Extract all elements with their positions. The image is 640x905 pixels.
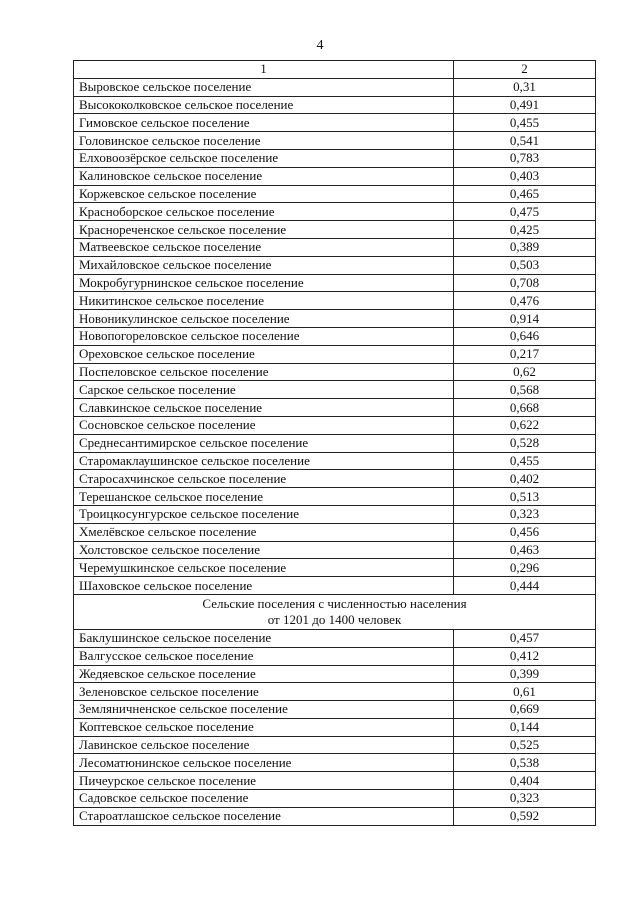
coefficient-value-cell: 0,444 (454, 577, 596, 595)
table-row (74, 488, 596, 506)
coefficient-value-cell: 0,404 (454, 772, 596, 790)
coefficient-value-cell: 0,541 (454, 132, 596, 150)
table-row (74, 363, 596, 381)
settlement-name-cell: Высококолковское сельское поселение (74, 96, 454, 114)
coefficient-value-cell: 0,323 (454, 790, 596, 808)
coefficient-value-cell: 0,425 (454, 221, 596, 239)
coefficient-value-cell: 0,296 (454, 559, 596, 577)
settlement-name-cell: Троицкосунгурское сельское поселение (74, 505, 454, 523)
settlement-name-cell: Калиновское сельское поселение (74, 167, 454, 185)
table-row (74, 505, 596, 523)
coefficient-value-cell: 0,144 (454, 718, 596, 736)
settlement-name-cell: Сарское сельское поселение (74, 381, 454, 399)
coefficient-value-cell: 0,669 (454, 701, 596, 719)
settlement-name-cell: Холстовское сельское поселение (74, 541, 454, 559)
settlement-name-cell: Баклушинское сельское поселение (74, 629, 454, 647)
coefficient-value-cell: 0,783 (454, 149, 596, 167)
column-header-2: 2 (454, 61, 596, 79)
section-heading-line-1: Сельские поселения с численностью населения (202, 595, 467, 611)
coefficient-value-cell: 0,668 (454, 399, 596, 417)
coefficient-value-cell: 0,646 (454, 327, 596, 345)
table-row (74, 754, 596, 772)
table-row (74, 221, 596, 239)
settlement-name-cell: Никитинское сельское поселение (74, 292, 454, 310)
table-row (74, 541, 596, 559)
settlement-name-cell: Пичеурское сельское поселение (74, 772, 454, 790)
settlement-name-cell: Красноборское сельское поселение (74, 203, 454, 221)
table-row (74, 736, 596, 754)
table-row (74, 381, 596, 399)
table-row (74, 683, 596, 701)
settlement-name-cell: Славкинское сельское поселение (74, 399, 454, 417)
table-row (74, 327, 596, 345)
coefficient-value-cell: 0,31 (454, 78, 596, 96)
coefficient-value-cell: 0,403 (454, 167, 596, 185)
table-row (74, 665, 596, 683)
settlement-name-cell: Лесоматюнинское сельское поселение (74, 754, 454, 772)
table-row (74, 523, 596, 541)
section-heading-row (74, 594, 596, 629)
coefficient-value-cell: 0,61 (454, 683, 596, 701)
table-row (74, 203, 596, 221)
table-row (74, 701, 596, 719)
coefficient-value-cell: 0,528 (454, 434, 596, 452)
settlement-name-cell: Коптевское сельское поселение (74, 718, 454, 736)
table-row (74, 718, 596, 736)
table-row (74, 292, 596, 310)
settlement-name-cell: Елховоозёрское сельское поселение (74, 149, 454, 167)
coefficient-value-cell: 0,399 (454, 665, 596, 683)
coefficient-value-cell: 0,456 (454, 523, 596, 541)
table-row (74, 790, 596, 808)
coefficient-value-cell: 0,622 (454, 416, 596, 434)
settlement-name-cell: Терешанское сельское поселение (74, 488, 454, 506)
coefficient-value-cell: 0,455 (454, 114, 596, 132)
coefficient-value-cell: 0,914 (454, 310, 596, 328)
table-row (74, 577, 596, 595)
table-row (74, 78, 596, 96)
table-row (74, 452, 596, 470)
table-row (74, 434, 596, 452)
coefficient-value-cell: 0,62 (454, 363, 596, 381)
coefficient-value-cell: 0,402 (454, 470, 596, 488)
table-row (74, 185, 596, 203)
settlement-name-cell: Новоникулинское сельское поселение (74, 310, 454, 328)
settlement-name-cell: Земляничненское сельское поселение (74, 701, 454, 719)
coefficient-value-cell: 0,592 (454, 807, 596, 825)
table-row (74, 647, 596, 665)
table-row (74, 167, 596, 185)
coefficient-value-cell: 0,463 (454, 541, 596, 559)
table-row (74, 416, 596, 434)
settlement-name-cell: Лавинское сельское поселение (74, 736, 454, 754)
coefficient-value-cell: 0,503 (454, 256, 596, 274)
coefficient-value-cell: 0,465 (454, 185, 596, 203)
settlement-name-cell: Среднесантимирское сельское поселение (74, 434, 454, 452)
coefficient-value-cell: 0,217 (454, 345, 596, 363)
settlement-name-cell: Валгусское сельское поселение (74, 647, 454, 665)
settlement-name-cell: Мокробугурнинское сельское поселение (74, 274, 454, 292)
settlement-name-cell: Старосахчинское сельское поселение (74, 470, 454, 488)
table-header-row (74, 61, 596, 79)
table-row (74, 399, 596, 417)
settlement-name-cell: Ореховское сельское поселение (74, 345, 454, 363)
coefficient-value-cell: 0,491 (454, 96, 596, 114)
coefficient-value-cell: 0,323 (454, 505, 596, 523)
table-row (74, 132, 596, 150)
table-row (74, 470, 596, 488)
coefficient-value-cell: 0,389 (454, 238, 596, 256)
column-header-1: 1 (74, 61, 454, 79)
table-row (74, 559, 596, 577)
table-row (74, 772, 596, 790)
settlement-name-cell: Коржевское сельское поселение (74, 185, 454, 203)
coefficient-value-cell: 0,475 (454, 203, 596, 221)
table-row (74, 807, 596, 825)
section-heading-line-2: от 1201 до 1400 человек (267, 611, 402, 627)
coefficient-value-cell: 0,538 (454, 754, 596, 772)
coefficient-value-cell: 0,476 (454, 292, 596, 310)
settlement-name-cell: Поспеловское сельское поселение (74, 363, 454, 381)
settlement-name-cell: Садовское сельское поселение (74, 790, 454, 808)
table-row (74, 310, 596, 328)
coefficient-value-cell: 0,412 (454, 647, 596, 665)
settlement-name-cell: Матвеевское сельское поселение (74, 238, 454, 256)
coefficient-value-cell: 0,568 (454, 381, 596, 399)
settlement-name-cell: Гимовское сельское поселение (74, 114, 454, 132)
table-row (74, 629, 596, 647)
table-row (74, 274, 596, 292)
table-row (74, 114, 596, 132)
settlement-name-cell: Жедяевское сельское поселение (74, 665, 454, 683)
table-row (74, 345, 596, 363)
settlement-name-cell: Михайловское сельское поселение (74, 256, 454, 274)
settlement-name-cell: Черемушкинское сельское поселение (74, 559, 454, 577)
settlement-name-cell: Шаховское сельское поселение (74, 577, 454, 595)
table-row (74, 149, 596, 167)
coefficient-value-cell: 0,457 (454, 629, 596, 647)
page-number: 4 (316, 38, 324, 53)
table-row (74, 96, 596, 114)
table-body (74, 61, 596, 826)
coefficient-value-cell: 0,525 (454, 736, 596, 754)
coefficient-value-cell: 0,513 (454, 488, 596, 506)
settlement-coefficient-table (73, 60, 596, 826)
settlement-name-cell: Зеленовское сельское поселение (74, 683, 454, 701)
section-heading (74, 594, 596, 629)
settlement-name-cell: Краснореченское сельское поселение (74, 221, 454, 239)
settlement-name-cell: Новопогореловское сельское поселение (74, 327, 454, 345)
coefficient-value-cell: 0,708 (454, 274, 596, 292)
coefficient-value-cell: 0,455 (454, 452, 596, 470)
settlement-name-cell: Хмелёвское сельское поселение (74, 523, 454, 541)
table-row (74, 256, 596, 274)
settlement-name-cell: Старомаклаушинское сельское поселение (74, 452, 454, 470)
settlement-name-cell: Головинское сельское поселение (74, 132, 454, 150)
settlement-name-cell: Староатлашское сельское поселение (74, 807, 454, 825)
table-row (74, 238, 596, 256)
settlement-name-cell: Сосновское сельское поселение (74, 416, 454, 434)
settlement-name-cell: Выровское сельское поселение (74, 78, 454, 96)
